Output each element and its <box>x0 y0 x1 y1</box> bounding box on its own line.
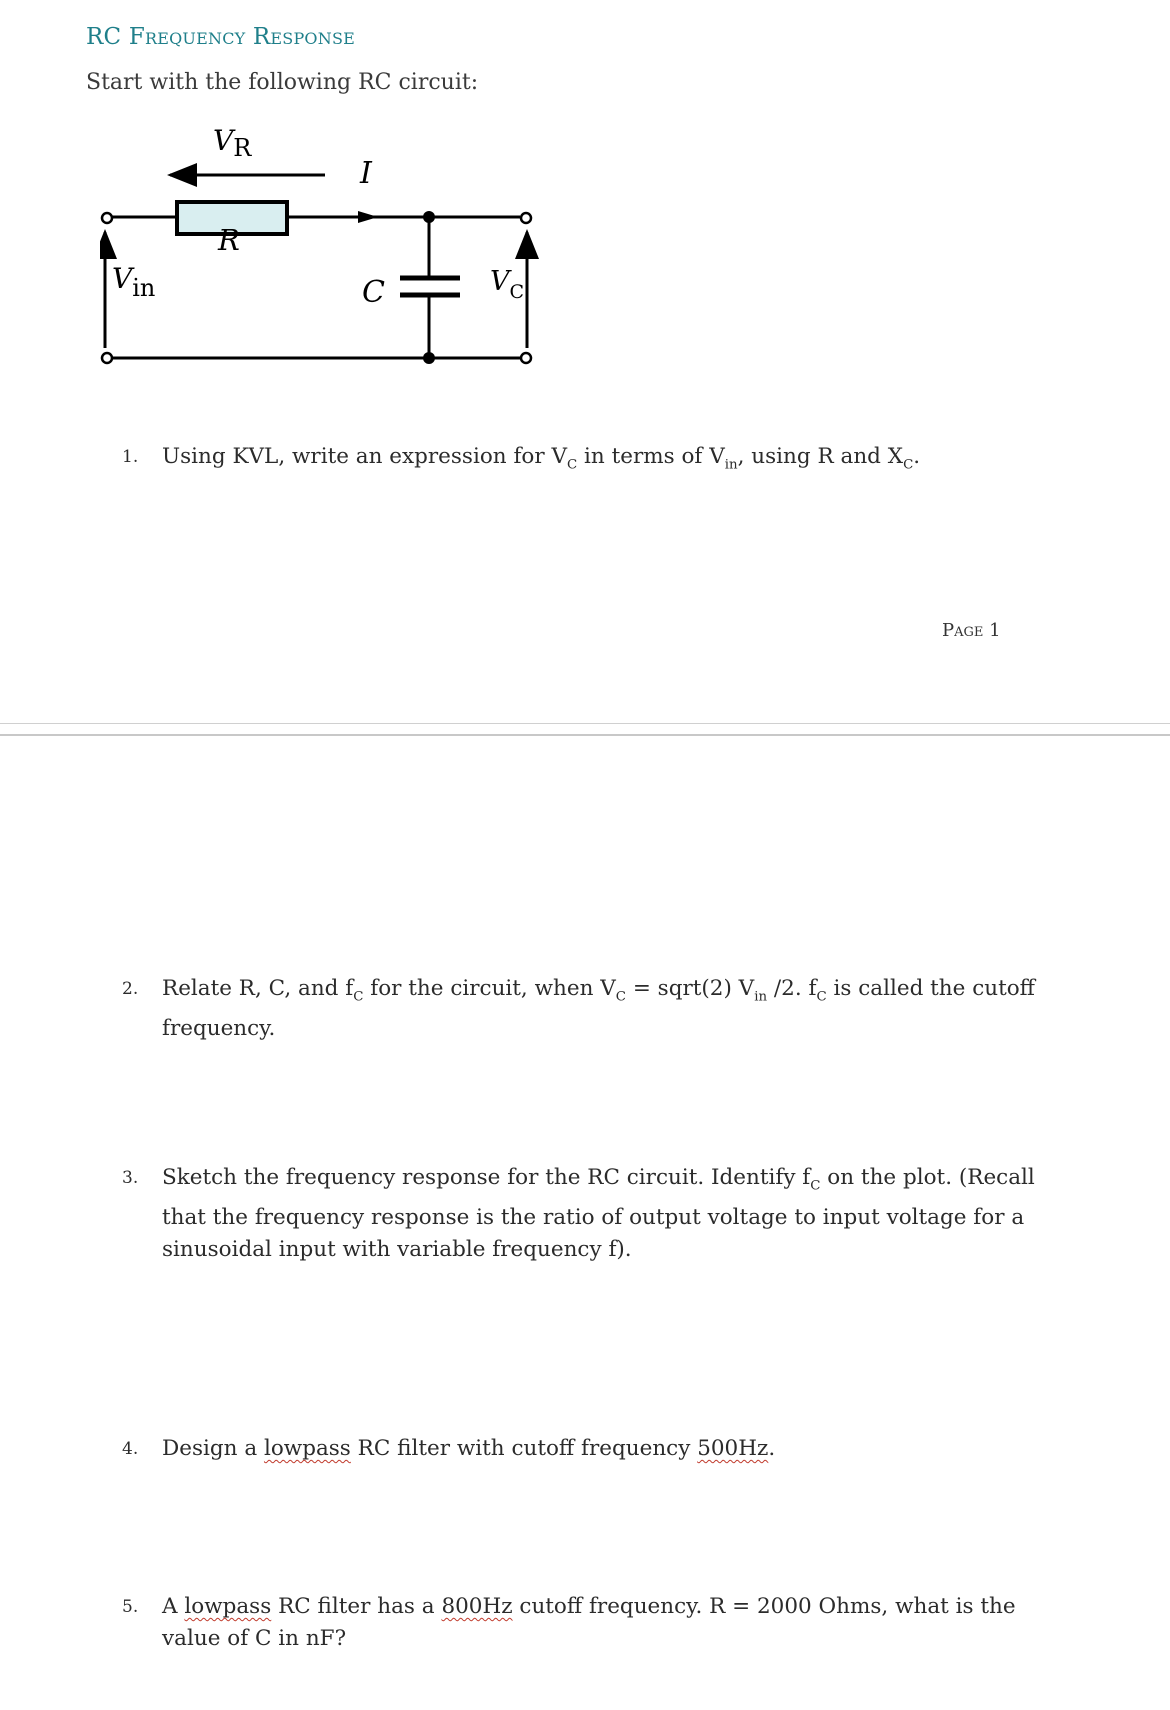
label-c: C <box>362 275 385 310</box>
page-break-line <box>0 734 1170 736</box>
label-r: R <box>218 223 240 257</box>
terminal-out-top <box>521 213 531 223</box>
question-number: 1. <box>122 447 139 467</box>
page-break-line <box>0 723 1170 724</box>
terminal-in-bottom <box>102 353 112 363</box>
question-text: A lowpass RC filter has a 800Hz cutoff frequency. R = 2000 Ohms, what is the value of C in nF? <box>162 1594 1016 1651</box>
spellcheck-word[interactable]: 500Hz <box>697 1436 769 1461</box>
junction-dot-bottom <box>423 352 435 364</box>
intro-text: Start with the following RC circuit: <box>86 70 479 95</box>
question-number: 2. <box>122 979 139 999</box>
spellcheck-word[interactable]: lowpass <box>263 1436 351 1461</box>
junction-dot-top <box>423 211 435 223</box>
current-arrow-icon <box>358 211 378 223</box>
label-current: I <box>360 156 372 191</box>
terminal-out-bottom <box>521 353 531 363</box>
spellcheck-word[interactable]: 800Hz <box>441 1594 513 1619</box>
label-vin: Vin <box>112 262 156 302</box>
question-text: Design a lowpass RC filter with cutoff frequency 500Hz. <box>162 1436 776 1461</box>
question-text: Sketch the frequency response for the RC circuit. Identify $f_C$ on the plot. (Recall that the frequency response is the ratio of output voltage to input voltage for a sinusoidal input with variable frequency f). <box>162 1165 1035 1263</box>
question-number: 3. <box>122 1168 139 1188</box>
terminal-in-top <box>102 213 112 223</box>
page-number: Page 1 <box>942 620 1001 641</box>
question-text: Using KVL, write an expression for $V_C$ in terms of $V_{in}$, using R and $X_C$. <box>162 444 921 473</box>
label-vc: $V_C$ <box>490 266 525 303</box>
rc-circuit-diagram <box>100 120 600 410</box>
label-vr: VR <box>213 124 252 162</box>
question-number: 5. <box>122 1597 139 1617</box>
question-number: 4. <box>122 1439 139 1459</box>
spellcheck-word[interactable]: lowpass <box>184 1594 272 1619</box>
question-text: Relate R, C, and $f_C$ for the circuit, when $V_C$ = sqrt(2) $V_{in}$ /2. $f_C$ is called the cutoff frequency. <box>162 976 1035 1042</box>
page-title: RC Frequency Response <box>86 24 355 50</box>
